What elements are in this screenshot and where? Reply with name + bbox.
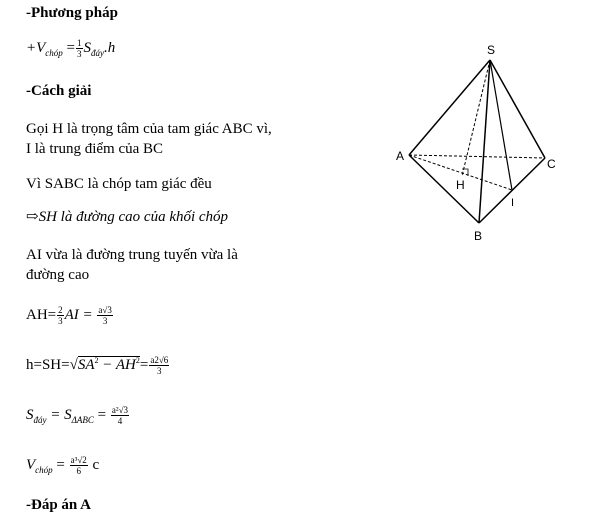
- formula-base-area: $S_{đáy} = S_{\Delta ABC}$ = $\frac{\text{a²√3}}{4}$: [26, 405, 129, 426]
- paragraph-centroid-1: Gọi H là trọng tâm của tam giác ABC vì,: [26, 121, 272, 137]
- paragraph-regular-pyramid: Vì SABC là chóp tam giác đều: [26, 176, 212, 192]
- formula-ah: AH= $\frac{2}{3}$ AI = $\frac{a√3}{3}$: [26, 305, 112, 326]
- answer: -Đáp án A: [26, 497, 92, 513]
- pyramid-figure: [395, 40, 590, 250]
- label-b: B: [474, 229, 483, 243]
- paragraph-centroid-2: I là trung điểm của BC: [26, 141, 164, 157]
- label-h: H: [456, 178, 465, 192]
- paragraph-median-1: AI vừa là đường trung tuyến vừa là: [26, 247, 238, 263]
- edge-ac-hidden: [409, 155, 545, 158]
- formula-volume: $V_{chóp}$ = $\frac{\text{a³√2}}{6}$ c: [26, 455, 100, 476]
- formula-h: $h=SH=√SA^2 - AH^2=$ $\frac{a2√6}{3}$: [26, 355, 169, 376]
- label-s: S: [487, 43, 496, 57]
- label-c: C: [547, 157, 556, 171]
- edge-bc: [479, 158, 545, 223]
- label-a: A: [396, 149, 405, 163]
- solution-heading: -Cách giải: [26, 83, 92, 99]
- label-i: I: [511, 197, 515, 209]
- paragraph-median-2: đường cao: [26, 267, 90, 283]
- volume-formula: $+V_{chóp}$ = $\frac{1}{3}$ $S_{đáy}.h$: [26, 38, 116, 59]
- method-heading: -Phương pháp: [26, 5, 118, 21]
- paragraph-height: ⇨SH là đường cao của khối chóp: [26, 209, 229, 225]
- edge-ab: [409, 155, 479, 223]
- edge-sa: [409, 60, 490, 155]
